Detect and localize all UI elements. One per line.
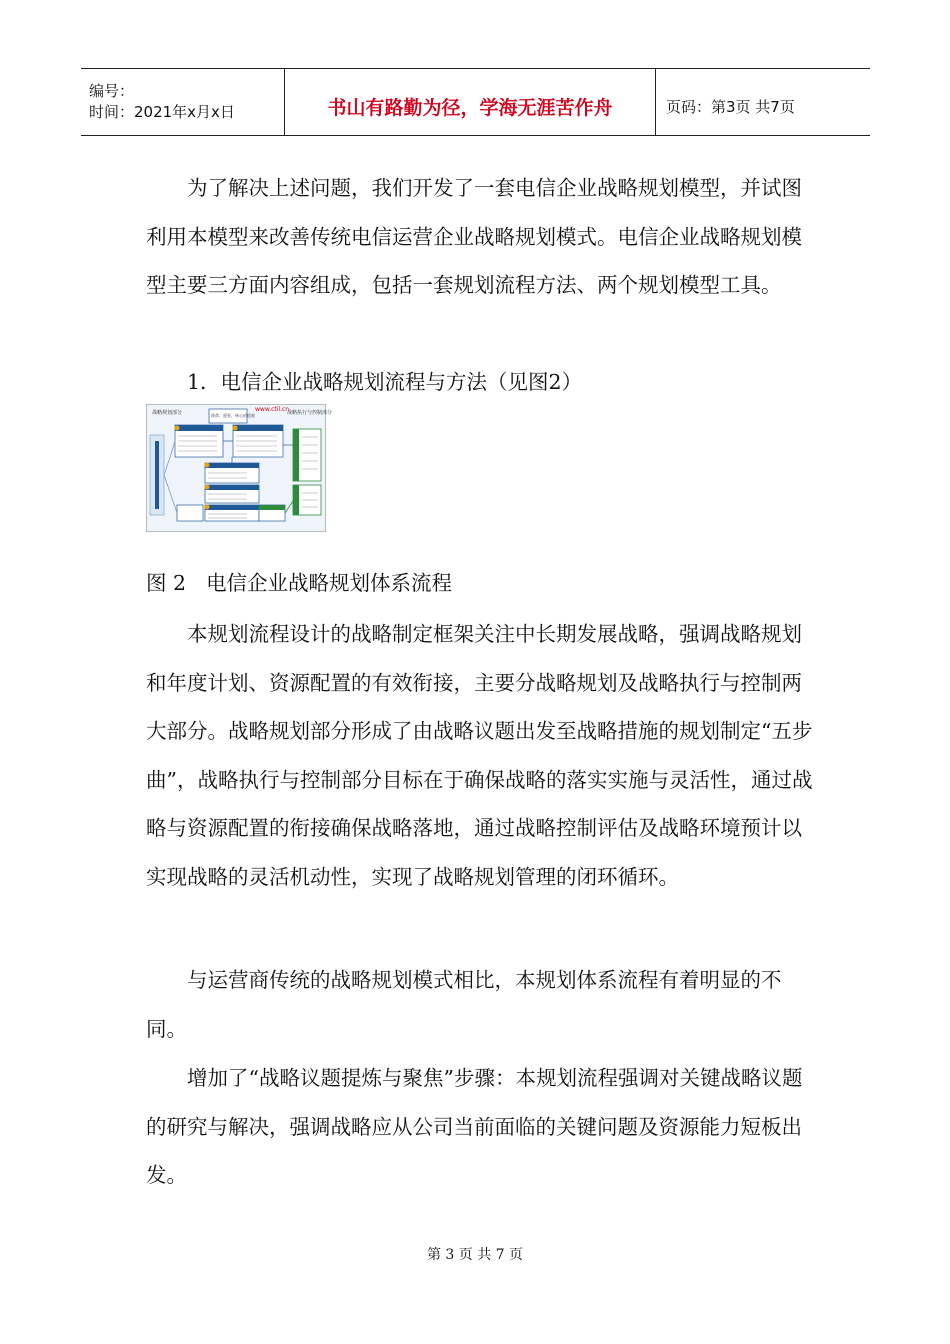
page-header (81, 68, 870, 136)
page-footer: 第 3 页 共 7 页 (426, 1247, 524, 1263)
paragraph-comparison: 与运营商传统的战略规划模式相比，本规划体系流程有着明显的不同。 (146, 968, 782, 1041)
header-meta (81, 69, 284, 135)
figure-caption (146, 566, 472, 596)
process-flow-figure (146, 404, 333, 532)
figure-caption-number: 图 2 (146, 571, 187, 595)
header-motto: 书山有路勤为径，学海无涯苦作舟 (327, 96, 613, 119)
paragraph-intro: 为了解决上述问题，我们开发了一套电信企业战略规划模型，并试图利用本模型来改善传统电信运营企业战略规划模式。电信企业战略规划模型主要三方面内容组成，包括一套规划流程方法、两个规划模型工具。 (146, 176, 802, 297)
figure-caption-text: 电信企业战略规划体系流程 (206, 571, 453, 595)
paragraph-process-description: 本规划流程设计的战略制定框架关注中长期发展战略，强调战略规划和年度计划、资源配置的有效衔接，主要分战略规划及战略执行与控制两大部分。战略规划部分形成了由战略议题出发至战略措施的规划制定“五步曲”，战略执行与控制部分目标在于确保战略的落实实施与灵活性，通过战略与资源配置的衔接确保战略落地，通过战略控制评估及战略环境预计以实现战略的灵活机动性，实现了战略规划管理的闭环循环。 (146, 622, 813, 889)
figure-label-right: 战略执行与控制部分 (287, 410, 333, 416)
figure-watermark: www.ctil.cn (255, 406, 290, 413)
header-page-info: 页码：第3页 共7页 (666, 97, 795, 116)
section-heading-1: 1．电信企业战略规划流程与方法（见图2） (187, 370, 583, 394)
document-number-label: 编号： (89, 82, 135, 100)
header-motto-cell (284, 69, 656, 135)
flow-diagram-image (147, 405, 333, 531)
document-date: 时间：2021年x月x日 (89, 103, 235, 121)
figure-label-top: 使命、愿景、核心价值观 (211, 413, 255, 418)
paragraph-strategic-issues: 增加了“战略议题提炼与聚焦”步骤：本规划流程强调对关键战略议题的研究与解决，强调战略应从公司当前面临的关键问题及资源能力短板出发。 (146, 1066, 803, 1187)
figure-label-left: 战略规划部分 (152, 410, 183, 416)
